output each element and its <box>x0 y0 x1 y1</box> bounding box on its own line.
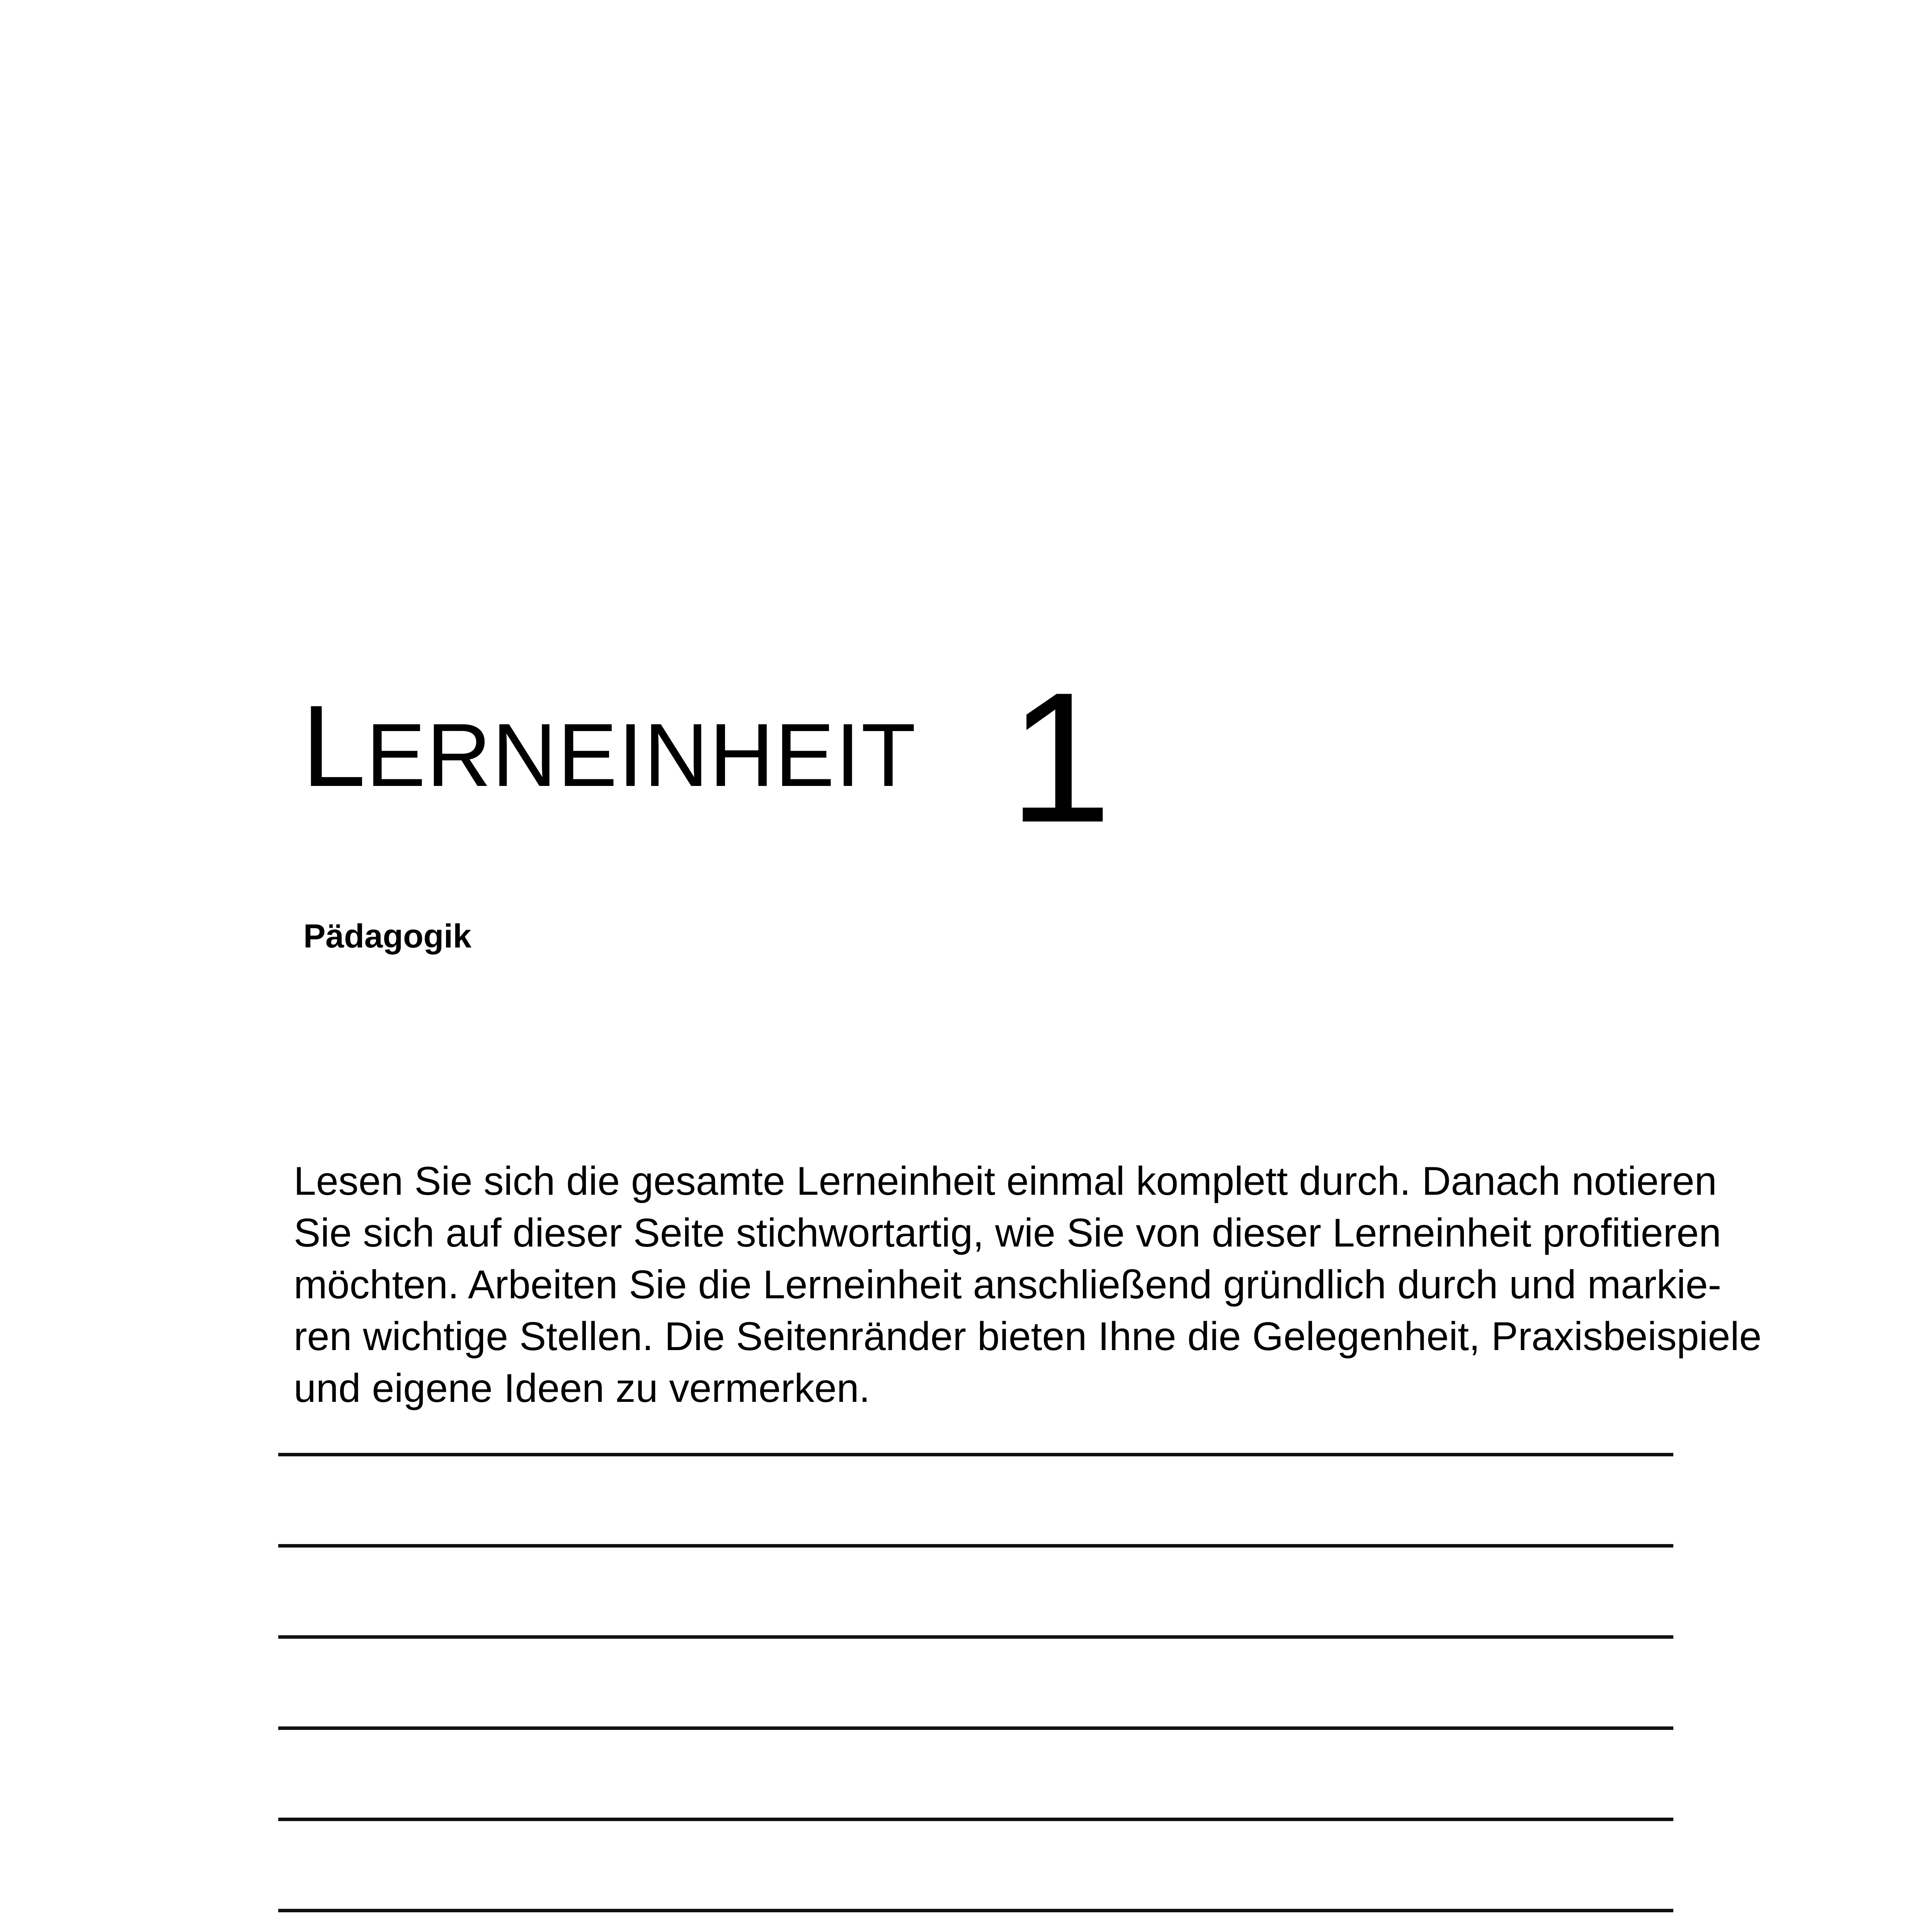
note-line <box>278 1635 1673 1639</box>
note-line <box>278 1453 1673 1456</box>
intro-line: Lesen Sie sich die gesamte Lerneinheit einmal komplett durch. Danach notieren <box>294 1159 1717 1204</box>
note-line <box>278 1818 1673 1821</box>
note-line <box>278 1544 1673 1548</box>
unit-title-initial: L <box>301 681 366 811</box>
unit-subtitle: Pädagogik <box>303 918 471 955</box>
note-line <box>278 1726 1673 1730</box>
intro-line: möchten. Arbeiten Sie die Lerneinheit anschließend gründlich durch und markie- <box>294 1262 1722 1307</box>
intro-line: Sie sich auf dieser Seite stichwortartig, wie Sie von dieser Lerneinheit profitieren <box>294 1211 1721 1255</box>
unit-title <box>301 681 917 842</box>
unit-number: 1 <box>1009 653 1112 861</box>
intro-line: und eigene Ideen zu vermerken. <box>294 1366 870 1411</box>
intro-paragraph <box>294 1155 1762 1414</box>
intro-line: ren wichtige Stellen. Die Seitenränder bieten Ihne die Gelegenheit, Praxisbeispiele <box>294 1314 1762 1359</box>
unit-title-rest: ERNEINHEIT <box>366 705 917 805</box>
note-line <box>278 1909 1673 1912</box>
